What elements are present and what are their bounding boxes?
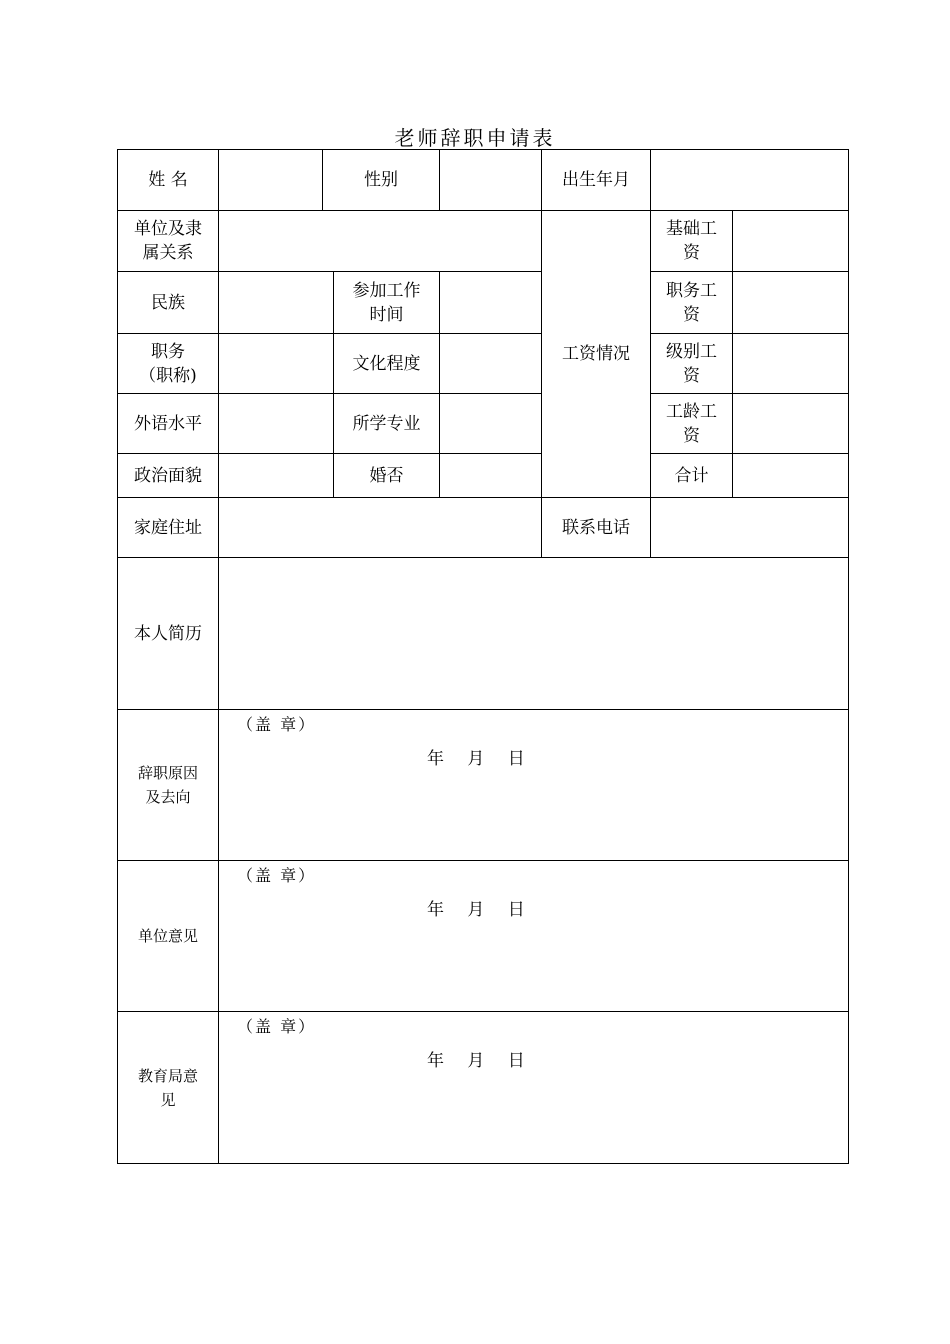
label-resume-text: 本人简历 [134, 623, 202, 644]
birth-field[interactable] [650, 149, 849, 211]
label-seniority-salary-line2: 资 [683, 425, 700, 446]
label-phone-text: 联系电话 [562, 517, 630, 538]
label-grade-salary-line2: 资 [683, 365, 700, 386]
label-name-text: 姓 名 [148, 170, 188, 190]
label-major [333, 393, 440, 454]
label-seniority-salary-line1: 工龄工 [666, 401, 717, 422]
label-salary [541, 210, 651, 498]
reason-field[interactable] [218, 709, 849, 861]
label-address-text: 家庭住址 [134, 517, 202, 538]
base-salary-field[interactable] [732, 210, 849, 272]
label-edu-opinion-line1: 教育局意 [137, 1066, 198, 1085]
label-base-salary-line2: 资 [683, 243, 700, 263]
label-gender [322, 149, 440, 211]
label-salary-text: 工资情况 [562, 344, 630, 364]
label-work-start-line1: 参加工作 [352, 280, 421, 301]
label-education [333, 333, 440, 394]
label-politics [117, 453, 219, 498]
label-address [117, 497, 219, 558]
label-duty-salary-line1: 职务工 [666, 280, 717, 301]
label-total [650, 453, 733, 498]
label-edu-opinion-line2: 见 [160, 1090, 176, 1109]
major-field[interactable] [439, 393, 542, 454]
foreign-lang-field[interactable] [218, 393, 334, 454]
label-work-start [333, 271, 440, 334]
label-position-line1: 职务 [151, 341, 185, 362]
date-text: 年 月 日 [427, 749, 526, 769]
resume-field[interactable] [218, 557, 849, 710]
label-edu-opinion [117, 1011, 219, 1164]
unit-field[interactable] [218, 210, 542, 272]
label-total-text: 合计 [674, 465, 709, 486]
date-text: 年 月 日 [427, 900, 526, 920]
label-birth-text: 出生年月 [562, 170, 630, 190]
label-duty-salary [650, 271, 733, 334]
seniority-salary-field[interactable] [732, 393, 849, 454]
label-gender-text: 性别 [364, 170, 398, 190]
label-reason [117, 709, 219, 861]
label-unit [117, 210, 219, 272]
date-text: 年 月 日 [427, 1051, 526, 1071]
phone-field[interactable] [650, 497, 849, 558]
label-ethnicity [117, 271, 219, 334]
label-unit-line2: 属关系 [142, 243, 194, 263]
label-unit-opinion-text: 单位意见 [137, 927, 198, 945]
marital-field[interactable] [439, 453, 542, 498]
gender-field[interactable] [439, 149, 542, 211]
label-unit-line1: 单位及隶 [134, 219, 202, 239]
label-reason-line2: 及去向 [145, 788, 191, 806]
total-field[interactable] [732, 453, 849, 498]
address-field[interactable] [218, 497, 542, 558]
label-ethnicity-text: 民族 [151, 292, 185, 313]
label-foreign-lang-text: 外语水平 [134, 413, 202, 434]
politics-field[interactable] [218, 453, 334, 498]
label-seniority-salary [650, 393, 733, 454]
education-field[interactable] [439, 333, 542, 394]
name-field[interactable] [218, 149, 323, 211]
label-education-text: 文化程度 [352, 353, 421, 374]
label-marital [333, 453, 440, 498]
seal-text: （盖 章） [237, 866, 317, 885]
label-major-text: 所学专业 [352, 413, 421, 434]
duty-salary-field[interactable] [732, 271, 849, 334]
label-foreign-lang [117, 393, 219, 454]
label-work-start-line2: 时间 [369, 304, 404, 325]
form-title: 老师辞职申请表 [394, 126, 556, 150]
label-base-salary-line1: 基础工 [666, 219, 717, 239]
label-base-salary [650, 210, 733, 272]
position-field[interactable] [218, 333, 334, 394]
ethnicity-field[interactable] [218, 271, 334, 334]
label-grade-salary [650, 333, 733, 394]
grade-salary-field[interactable] [732, 333, 849, 394]
seal-text: （盖 章） [237, 715, 317, 734]
label-name [117, 149, 219, 211]
label-politics-text: 政治面貌 [134, 465, 202, 486]
label-birth [541, 149, 651, 211]
label-position-line2: （职称) [139, 365, 197, 386]
edu-opinion-field[interactable] [218, 1011, 849, 1164]
label-reason-line1: 辞职原因 [137, 764, 198, 782]
label-position [117, 333, 219, 394]
label-phone [541, 497, 651, 558]
label-duty-salary-line2: 资 [683, 304, 700, 325]
label-unit-opinion [117, 860, 219, 1012]
work-start-field[interactable] [439, 271, 542, 334]
unit-opinion-field[interactable] [218, 860, 849, 1012]
seal-text: （盖 章） [237, 1017, 317, 1036]
label-marital-text: 婚否 [369, 465, 404, 486]
label-resume [117, 557, 219, 710]
label-grade-salary-line1: 级别工 [666, 341, 717, 362]
